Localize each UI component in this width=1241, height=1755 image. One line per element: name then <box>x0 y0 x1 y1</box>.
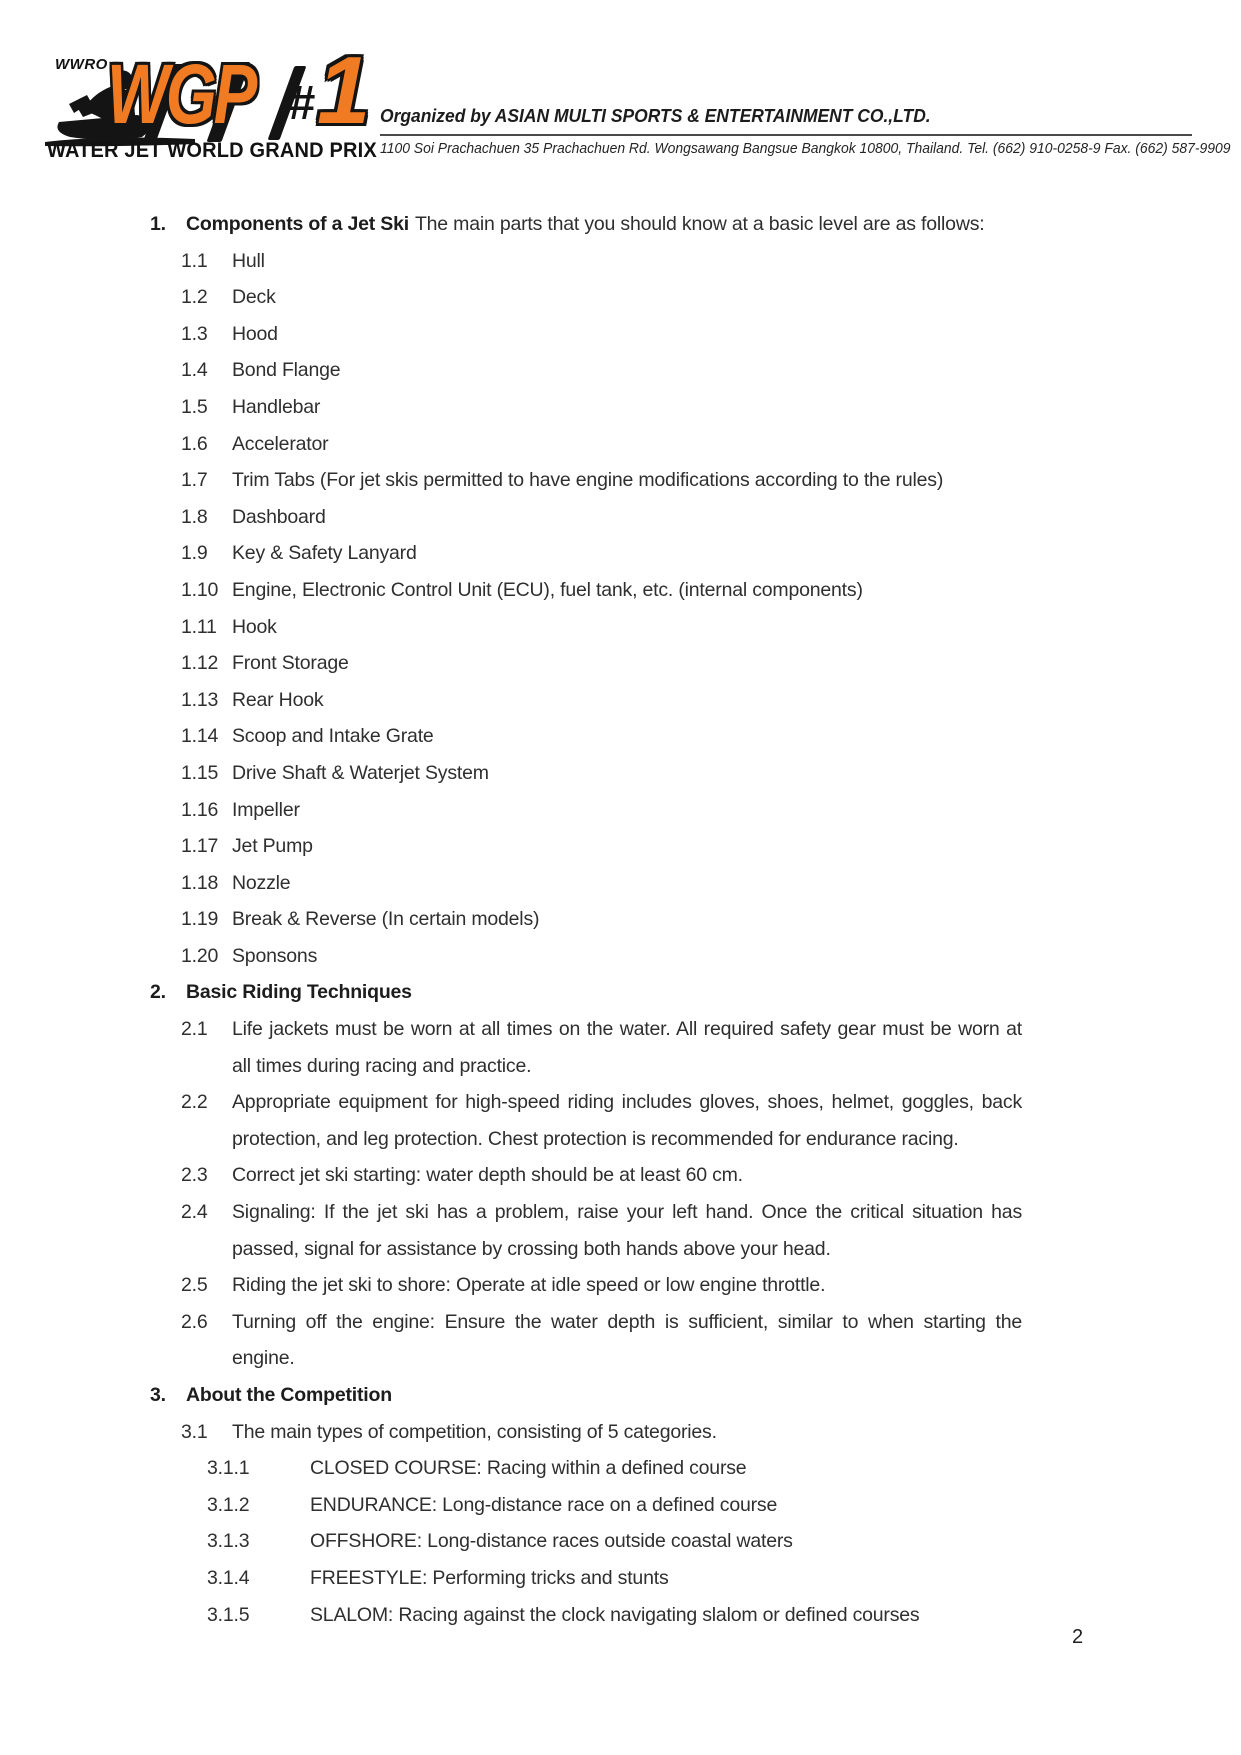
section-number: 3. <box>150 1384 166 1406</box>
item-number: 1.4 <box>181 359 208 382</box>
item-number: 1.10 <box>181 578 219 601</box>
number-one-digit: 1 <box>317 37 371 144</box>
item-number: 1.3 <box>181 322 208 345</box>
number-one-hash: # <box>288 77 315 130</box>
list-item <box>181 279 1241 316</box>
sub-item-number: 3.1.4 <box>207 1566 250 1589</box>
item-text: Front Storage <box>232 652 349 675</box>
item-text: Key & Safety Lanyard <box>232 542 417 565</box>
item-text: Correct jet ski starting: water depth should be at least 60 cm. <box>232 1164 743 1187</box>
item-number: 1.15 <box>181 761 219 784</box>
item-number: 1.13 <box>181 688 219 711</box>
section-title: Basic Riding Techniques <box>186 981 412 1004</box>
list-item <box>181 462 1241 499</box>
list-item <box>181 1194 1241 1267</box>
list-item <box>181 1267 1241 1304</box>
item-number: 2.6 <box>181 1310 208 1333</box>
section-heading-text <box>186 1377 1042 1414</box>
organizer-address: 1100 Soi Prachachuen 35 Prachachuen Rd. Wongsawang Bangsue Bangkok 10800, Thailand. Tel. (662) 910-0258-9 Fax. (662) 587-9909 <box>380 141 1231 157</box>
item-number: 1.9 <box>181 542 208 565</box>
item-number: 1.14 <box>181 725 219 748</box>
item-text: Accelerator <box>232 432 329 455</box>
header-divider <box>380 134 1192 136</box>
section-title: Components of a Jet Ski <box>186 213 409 235</box>
item-number: 2.5 <box>181 1274 208 1297</box>
wgp-logo <box>45 37 377 165</box>
page-number: 2 <box>1072 1626 1084 1648</box>
item-text: Dashboard <box>232 505 326 528</box>
list-item <box>181 499 1241 536</box>
sub-list-item <box>207 1523 1241 1560</box>
item-text: The main types of competition, consisting of 5 categories. <box>232 1420 717 1443</box>
section-heading-text <box>186 206 1042 243</box>
list-item <box>181 755 1241 792</box>
sub-item-text: CLOSED COURSE: Racing within a defined course <box>310 1457 747 1480</box>
item-number: 1.2 <box>181 286 208 309</box>
list-item <box>181 609 1241 646</box>
item-text: Nozzle <box>232 871 291 894</box>
list-item <box>181 1304 1241 1377</box>
list-item <box>181 572 1241 609</box>
section-heading <box>150 1377 1241 1414</box>
item-number: 1.5 <box>181 395 208 418</box>
item-text: Sponsons <box>232 944 318 967</box>
item-text: Turning off the engine: Ensure the water depth is sufficient, similar to when starting the engine. <box>232 1310 1022 1370</box>
list-item <box>181 1011 1241 1084</box>
sub-item-number: 3.1.2 <box>207 1493 250 1516</box>
item-text: Scoop and Intake Grate <box>232 725 434 748</box>
item-number: 1.19 <box>181 908 219 931</box>
item-number: 1.16 <box>181 798 219 821</box>
list-item <box>181 1157 1241 1194</box>
sub-item-text: OFFSHORE: Long-distance races outside coastal waters <box>310 1530 793 1553</box>
sub-list-item <box>207 1450 1241 1487</box>
sub-list-item <box>207 1487 1241 1524</box>
list-item <box>181 535 1241 572</box>
list-item <box>181 718 1241 755</box>
list-item <box>181 1084 1241 1157</box>
section-title: About the Competition <box>186 1384 392 1406</box>
wwro-org-label: WWRO <box>55 56 108 73</box>
list-item <box>181 426 1241 463</box>
section-heading <box>150 974 1241 1011</box>
item-number: 1.1 <box>181 249 208 272</box>
document-body <box>0 206 1241 1633</box>
section-heading <box>150 206 1241 243</box>
list-item <box>181 645 1241 682</box>
item-text: Drive Shaft & Waterjet System <box>232 761 489 784</box>
wgp-wordmark: WGP <box>107 47 255 141</box>
section-number: 1. <box>150 213 166 235</box>
logo-tagline: WATER JET WORLD GRAND PRIX <box>47 138 377 162</box>
item-number: 1.6 <box>181 432 208 455</box>
sub-item-text: FREESTYLE: Performing tricks and stunts <box>310 1566 669 1589</box>
sub-item-number: 3.1.1 <box>207 1457 250 1480</box>
organizer-block <box>380 106 1231 157</box>
item-number: 1.20 <box>181 944 219 967</box>
item-text: Jet Pump <box>232 835 313 858</box>
item-text: Break & Reverse (In certain models) <box>232 908 540 931</box>
item-number: 1.17 <box>181 835 219 858</box>
item-number: 1.11 <box>181 615 217 638</box>
item-number: 3.1 <box>181 1420 208 1443</box>
list-item <box>181 352 1241 389</box>
sub-item-number: 3.1.5 <box>207 1603 250 1626</box>
sub-item-text: SLALOM: Racing against the clock navigating slalom or defined courses <box>310 1603 920 1626</box>
item-number: 1.7 <box>181 469 208 492</box>
list-item <box>181 682 1241 719</box>
item-text: Riding the jet ski to shore: Operate at idle speed or low engine throttle. <box>232 1274 826 1297</box>
sub-item-text: ENDURANCE: Long-distance race on a defined course <box>310 1493 778 1516</box>
item-number: 1.8 <box>181 505 208 528</box>
item-text: Engine, Electronic Control Unit (ECU), fuel tank, etc. (internal components) <box>232 578 863 601</box>
item-number: 2.1 <box>181 1018 208 1041</box>
item-number: 1.12 <box>181 652 219 675</box>
section-intro: The main parts that you should know at a basic level are as follows: <box>414 213 985 235</box>
list-item <box>181 1414 1241 1451</box>
list-item <box>181 792 1241 829</box>
item-text: Appropriate equipment for high-speed riding includes gloves, shoes, helmet, goggles, back protection, and leg protection. Chest protection is recommended for endurance racing. <box>232 1091 1022 1150</box>
item-text: Handlebar <box>232 395 321 418</box>
item-number: 2.3 <box>181 1164 208 1187</box>
item-text: Signaling: If the jet ski has a problem, raise your left hand. Once the critical situation has passed, signal for assistance by crossing both hands above your head. <box>232 1201 1022 1260</box>
organizer-line: Organized by ASIAN MULTI SPORTS & ENTERTAINMENT CO.,LTD. <box>380 106 931 126</box>
list-item <box>181 243 1241 280</box>
section-number: 2. <box>150 981 166 1004</box>
item-text: Hook <box>232 615 277 638</box>
item-number: 2.4 <box>181 1201 208 1224</box>
section-heading-text <box>186 974 1042 1011</box>
item-text: Deck <box>232 286 276 309</box>
item-text: Impeller <box>232 798 300 821</box>
item-text: Hood <box>232 322 278 345</box>
item-text: Trim Tabs (For jet skis permitted to have engine modifications according to the rules) <box>232 469 944 492</box>
list-item <box>181 828 1241 865</box>
item-text: Life jackets must be worn at all times on the water. All required safety gear must be worn at all times during racing and practice. <box>232 1018 1022 1077</box>
item-text: Rear Hook <box>232 688 324 711</box>
list-item <box>181 389 1241 426</box>
list-item <box>181 901 1241 938</box>
sub-list-item <box>207 1597 1241 1634</box>
item-text: Bond Flange <box>232 359 341 382</box>
sub-list-item <box>207 1560 1241 1597</box>
item-text: Hull <box>232 249 265 272</box>
item-number: 1.18 <box>181 871 219 894</box>
list-item <box>181 938 1241 975</box>
list-item <box>181 865 1241 902</box>
list-item <box>181 316 1241 353</box>
item-number: 2.2 <box>181 1091 208 1114</box>
sub-item-number: 3.1.3 <box>207 1530 250 1553</box>
